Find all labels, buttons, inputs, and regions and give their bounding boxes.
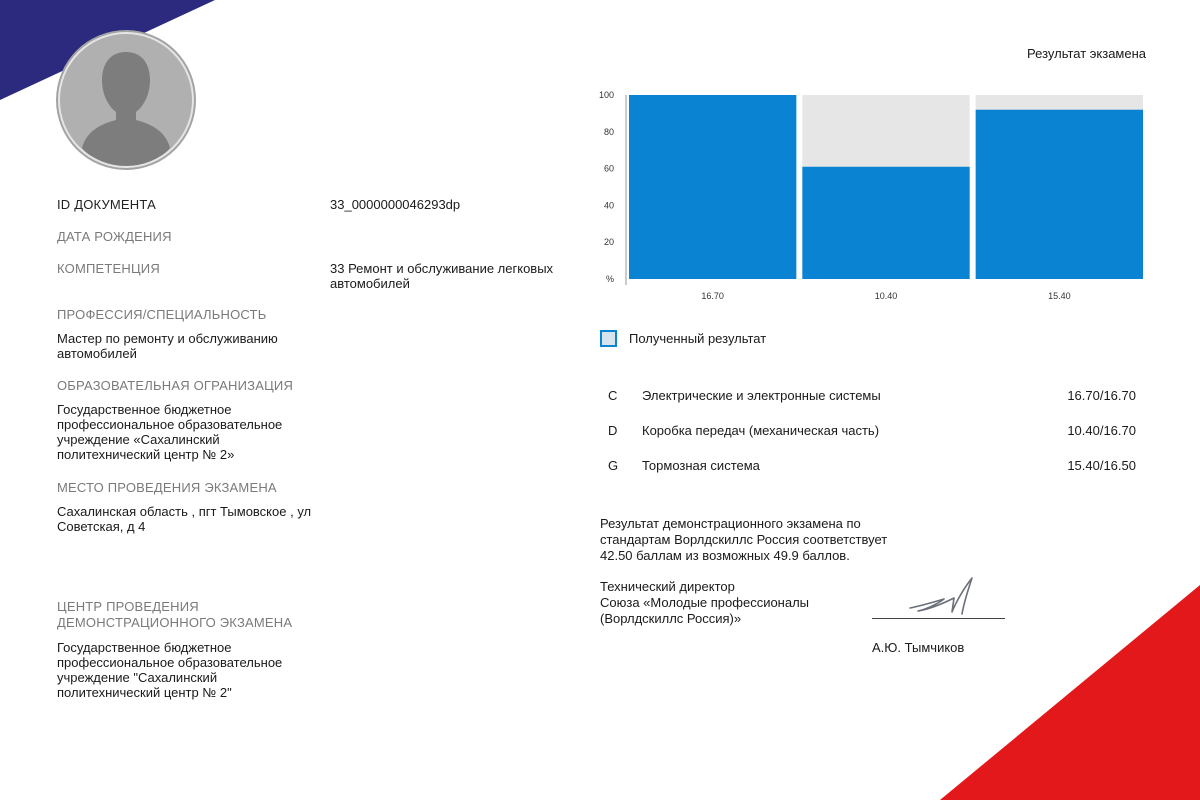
signature-line — [872, 618, 1005, 619]
center-value-line2: профессиональное образовательное — [57, 655, 283, 670]
signature — [872, 572, 1007, 624]
chart-bar — [802, 167, 969, 279]
organization-value-line4: политехнический центр № 2» — [57, 447, 235, 462]
avatar — [56, 30, 196, 170]
result-summary — [600, 516, 920, 564]
chart-bar — [976, 110, 1143, 279]
director-line2: Союза «Молодые профессионалы — [600, 595, 810, 610]
summary-line1: Результат демонстрационного экзамена по — [600, 516, 861, 531]
chart-title: Результат экзамена — [1027, 46, 1146, 61]
center-value-line4: политехнический центр № 2" — [57, 685, 232, 700]
module-score: 16.70/16.70 — [1067, 388, 1136, 403]
modules-list — [600, 388, 1140, 493]
chart-y-tick-label: 80 — [603, 126, 614, 137]
doc-id-value: 33_0000000046293dp — [330, 197, 461, 212]
birth-date-label: ДАТА РОЖДЕНИЯ — [57, 229, 172, 244]
chart-y-tick-label: 100 — [598, 90, 614, 100]
module-name: Тормозная система — [642, 458, 760, 473]
module-score: 15.40/16.50 — [1067, 458, 1136, 473]
chart-x-tick-label: 10.40 — [874, 291, 898, 301]
venue-value-line1: Сахалинская область , пгт Тымовское , ул — [57, 504, 312, 519]
module-code: C — [608, 388, 618, 403]
center-label-line2: ДЕМОНСТРАЦИОННОГО ЭКЗАМЕНА — [57, 615, 293, 630]
profession-value-line2: автомобилей — [57, 346, 137, 361]
center-value-line3: учреждение "Сахалинский — [57, 670, 218, 685]
venue-label: МЕСТО ПРОВЕДЕНИЯ ЭКЗАМЕНА — [57, 480, 277, 495]
director-block — [600, 579, 840, 627]
legend-swatch — [600, 330, 617, 347]
organization-value-line3: учреждение «Сахалинский — [57, 432, 220, 447]
chart-y-tick-label: % — [605, 274, 614, 284]
profession-value-line1: Мастер по ремонту и обслуживанию — [57, 331, 278, 346]
exam-result-chart — [590, 85, 1150, 310]
summary-line2: стандартам Ворлдскиллс Россия соответствует — [600, 532, 888, 547]
chart-x-tick-label: 16.70 — [701, 291, 724, 301]
chart-bar — [629, 95, 796, 279]
module-name: Коробка передач (механическая часть) — [642, 423, 880, 438]
legend-text: Полученный результат — [629, 331, 767, 346]
module-score: 10.40/16.70 — [1067, 423, 1136, 438]
person-silhouette-icon — [56, 30, 196, 170]
organization-value-line1: Государственное бюджетное — [57, 402, 232, 417]
director-line3: (Ворлдскиллс Россия)» — [600, 611, 742, 626]
venue-value-line2: Советская, д 4 — [57, 519, 146, 534]
module-code: G — [608, 458, 619, 473]
chart-y-tick-label: 60 — [603, 163, 614, 174]
summary-line3: 42.50 баллам из возможных 49.9 баллов. — [600, 548, 850, 563]
center-label-line1: ЦЕНТР ПРОВЕДЕНИЯ — [57, 599, 199, 614]
chart-y-tick-label: 40 — [603, 200, 614, 211]
module-row — [600, 458, 1140, 493]
module-row — [600, 423, 1140, 458]
profession-label: ПРОФЕССИЯ/СПЕЦИАЛЬНОСТЬ — [57, 307, 267, 322]
doc-id-label: ID ДОКУМЕНТА — [57, 197, 156, 212]
director-line1: Технический директор — [600, 579, 735, 594]
module-code: D — [608, 423, 618, 438]
competence-label: КОМПЕТЕНЦИЯ — [57, 261, 160, 276]
center-value-line1: Государственное бюджетное — [57, 640, 232, 655]
competence-value-line1: 33 Ремонт и обслуживание легковых — [330, 261, 554, 276]
chart-x-tick-label: 15.40 — [1048, 291, 1071, 301]
chart-svg — [590, 85, 1150, 310]
competence-value-line2: автомобилей — [330, 276, 410, 291]
organization-value-line2: профессиональное образовательное — [57, 417, 283, 432]
module-row — [600, 388, 1140, 423]
chart-legend — [600, 330, 766, 347]
organization-label: ОБРАЗОВАТЕЛЬНАЯ ОГРАНИЗАЦИЯ — [57, 378, 294, 393]
module-name: Электрические и электронные системы — [642, 388, 881, 403]
chart-y-tick-label: 20 — [603, 237, 614, 248]
signer-name: А.Ю. Тымчиков — [872, 640, 965, 655]
